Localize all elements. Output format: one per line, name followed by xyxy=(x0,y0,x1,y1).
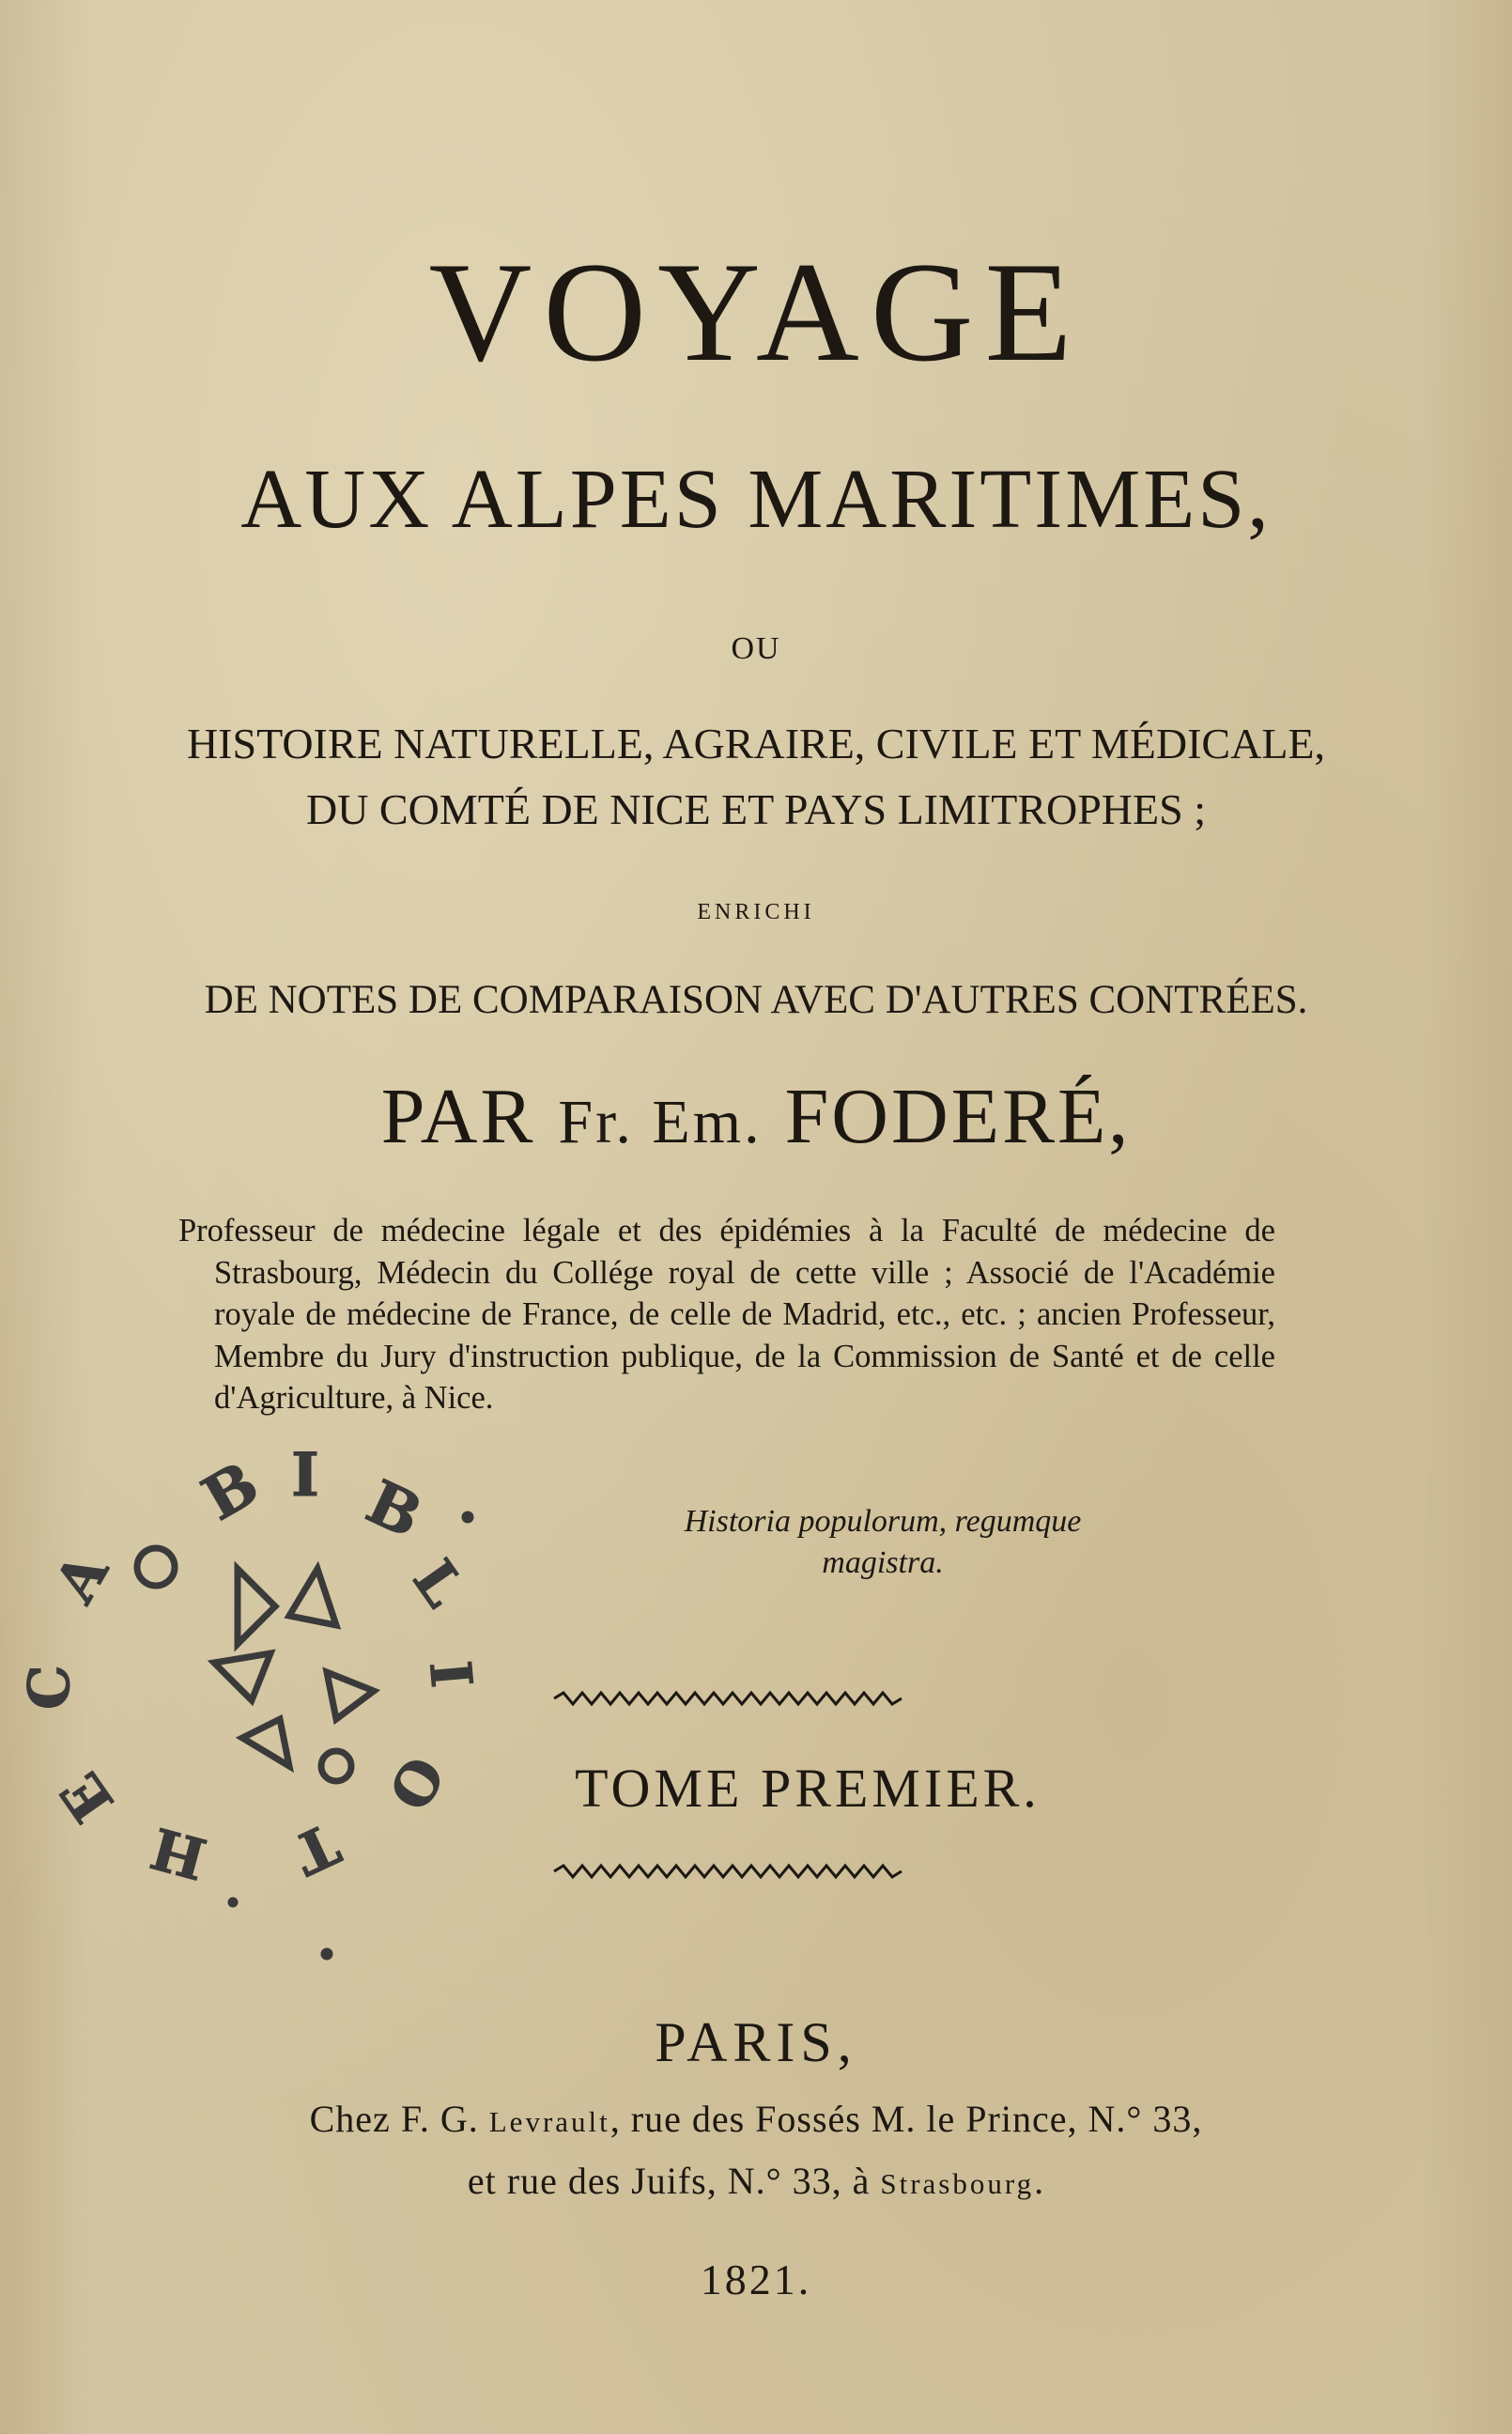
imprint-city: PARIS, xyxy=(655,2011,857,2073)
imprint-line2-pre: et rue des Juifs, N.° 33, à xyxy=(467,2160,871,2202)
imprint-line1-pre: Chez F. G. xyxy=(309,2098,479,2140)
stamp-glyph: I xyxy=(291,1440,319,1511)
stamp-glyph: C xyxy=(17,1665,83,1710)
stamp-glyph: H xyxy=(144,1813,213,1892)
stamp-glyph: I xyxy=(416,1658,485,1691)
imprint-line1-post: , rue des Fossés M. le Prince, N.° 33, xyxy=(609,2098,1203,2140)
full-title-line1: HISTOIRE NATURELLE, AGRAIRE, CIVILE ET MÉDICALE, xyxy=(186,720,1326,767)
imprint-line2 xyxy=(0,2159,1512,2203)
ornament-rule xyxy=(554,1691,902,1706)
imprint-line2-post: . xyxy=(1034,2160,1045,2202)
publisher-name: Levrault xyxy=(488,2105,610,2138)
stamp-glyph: T xyxy=(283,1809,349,1887)
conjunction: OU xyxy=(731,631,781,666)
author-initials: Fr. Em. xyxy=(558,1088,763,1156)
volume-label: TOME PREMIER. xyxy=(575,1758,1041,1819)
stamp-glyph: E xyxy=(48,1760,128,1834)
stamp-glyph: A xyxy=(42,1543,122,1614)
imprint-line1 xyxy=(0,2097,1512,2141)
stamp-glyph: B xyxy=(356,1466,432,1553)
author-name: FODERÉ, xyxy=(784,1073,1132,1160)
stamp-glyph: O xyxy=(374,1744,456,1821)
epigraph xyxy=(526,1501,1240,1584)
stamp-glyph: B xyxy=(191,1448,270,1535)
epigraph-line2: magistra. xyxy=(822,1545,944,1580)
main-title: VOYAGE xyxy=(428,233,1084,391)
author-credentials: Professeur de médecine légale et des épidémies à la Faculté de médecine de Strasbourg, Médecin du Collége royal de cette ville ; Associé de l'Académie royale de médecine de France, de celle de Madrid, etc., etc. ; ancien Professeur, Membre du Jury d'instruction publique, de la Commission de Santé et de celle d'Agriculture, à Nice. xyxy=(178,1213,1275,1416)
author-prefix: PAR xyxy=(380,1073,536,1160)
imprint-city2: Strasbourg xyxy=(880,2167,1035,2200)
enrichi-label: ENRICHI xyxy=(697,900,815,924)
library-stamp-icon xyxy=(17,1428,533,1973)
author-line xyxy=(0,1071,1512,1162)
publication-year: 1821. xyxy=(700,2256,812,2303)
epigraph-line1: Historia populorum, regumque xyxy=(684,1504,1082,1539)
notes-line: DE NOTES DE COMPARAISON AVEC D'AUTRES CONTRÉES. xyxy=(204,978,1308,1022)
stamp-glyph: L xyxy=(399,1548,477,1620)
ornament-rule xyxy=(554,1864,902,1879)
full-title-line2: DU COMTÉ DE NICE ET PAYS LIMITROPHES ; xyxy=(305,785,1206,833)
subtitle: AUX ALPES MARITIMES, xyxy=(240,453,1272,546)
